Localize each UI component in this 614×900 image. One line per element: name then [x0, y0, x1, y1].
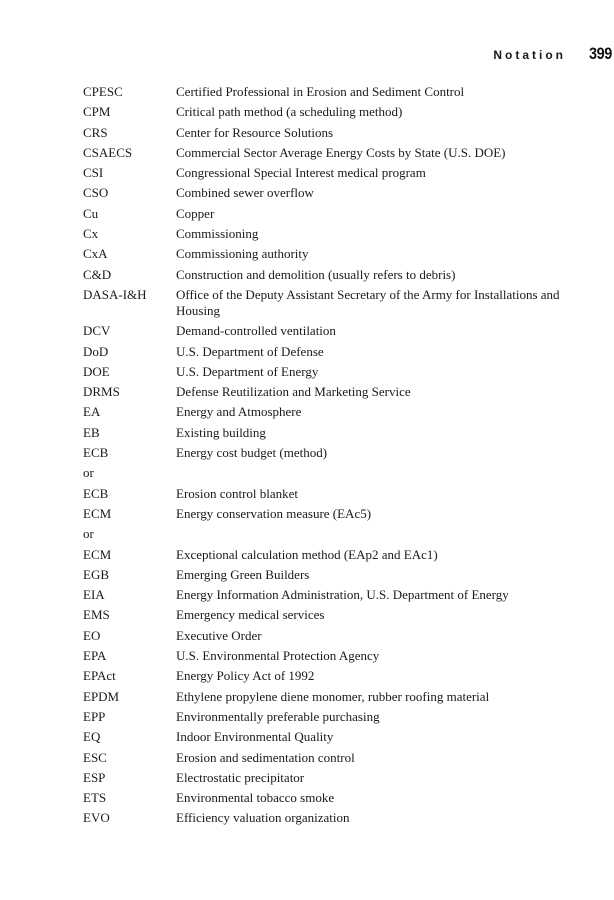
definition: Ethylene propylene diene monomer, rubber roofing material	[176, 688, 490, 704]
notation-entry	[83, 810, 583, 826]
abbreviation: ECM	[83, 546, 112, 562]
definition: Critical path method (a scheduling method)	[176, 104, 403, 120]
notation-entry	[83, 165, 583, 181]
abbreviation: EGB	[83, 566, 109, 582]
abbreviation: CxA	[83, 246, 108, 262]
definition: Emerging Green Builders	[176, 566, 310, 582]
abbreviation: EA	[83, 404, 101, 420]
notation-entry	[83, 587, 583, 603]
abbreviation: CPM	[83, 104, 111, 120]
notation-list	[83, 84, 583, 831]
notation-entry	[83, 246, 583, 262]
notation-entry	[83, 404, 583, 420]
definition: Environmental tobacco smoke	[176, 790, 335, 806]
abbreviation: or	[83, 465, 94, 481]
notation-entry	[83, 729, 583, 745]
abbreviation: ESC	[83, 749, 107, 765]
abbreviation: ETS	[83, 790, 107, 806]
abbreviation: C&D	[83, 266, 112, 282]
notation-entry	[83, 364, 583, 380]
definition: Indoor Environmental Quality	[176, 729, 334, 745]
notation-entry	[83, 125, 583, 141]
definition: Defense Reutilization and Marketing Service	[176, 384, 411, 400]
notation-entry	[83, 185, 583, 201]
definition: U.S. Environmental Protection Agency	[176, 648, 380, 664]
definition	[176, 526, 583, 542]
notation-entry	[83, 267, 583, 283]
abbreviation: DoD	[83, 343, 109, 359]
abbreviation: CSAECS	[83, 144, 133, 160]
abbreviation: EB	[83, 424, 100, 440]
definition: Emergency medical services	[176, 607, 325, 623]
definition: Copper	[176, 205, 215, 221]
notation-entry	[83, 790, 583, 806]
definition: Erosion and sedimentation control	[176, 749, 355, 765]
definition: U.S. Department of Energy	[176, 363, 319, 379]
abbreviation: EIA	[83, 587, 105, 603]
abbreviation: ESP	[83, 769, 106, 785]
abbreviation: DASA-I&H	[83, 286, 147, 302]
definition: Energy and Atmosphere	[176, 404, 302, 420]
section-title: Notation	[493, 48, 566, 62]
definition: Efficiency valuation organization	[176, 810, 350, 826]
definition: Congressional Special Interest medical program	[176, 165, 426, 181]
definition	[176, 465, 583, 481]
definition: Energy Information Administration, U.S. Department of Energy	[176, 587, 509, 603]
notation-entry	[83, 425, 583, 441]
definition: U.S. Department of Defense	[176, 343, 324, 359]
notation-entry	[83, 628, 583, 644]
definition: Environmentally preferable purchasing	[176, 708, 380, 724]
abbreviation: EPA	[83, 648, 107, 664]
abbreviation: DRMS	[83, 384, 120, 400]
notation-entry	[83, 465, 583, 481]
definition: Commissioning authority	[176, 246, 309, 262]
definition: Energy conservation measure (EAc5)	[176, 505, 372, 521]
notation-entry	[83, 648, 583, 664]
notation-entry	[83, 547, 583, 563]
definition: Combined sewer overflow	[176, 185, 314, 201]
abbreviation: EO	[83, 627, 101, 643]
definition: Executive Order	[176, 627, 262, 643]
abbreviation: EVO	[83, 810, 110, 826]
definition: Exceptional calculation method (EAp2 and EAc1)	[176, 546, 438, 562]
notation-entry	[83, 689, 583, 705]
notation-entry	[83, 486, 583, 502]
definition: Energy cost budget (method)	[176, 445, 328, 461]
page-number: 399	[589, 44, 612, 63]
notation-entry	[83, 384, 583, 400]
notation-entry	[83, 226, 583, 242]
definition: Commercial Sector Average Energy Costs by State (U.S. DOE)	[176, 144, 506, 160]
notation-entry	[83, 567, 583, 583]
definition: Certified Professional in Erosion and Sediment Control	[176, 84, 465, 99]
running-head	[0, 44, 614, 68]
abbreviation: CSI	[83, 165, 104, 181]
definition: Existing building	[176, 424, 266, 440]
abbreviation: EPAct	[83, 668, 116, 684]
definition: Electrostatic precipitator	[176, 769, 305, 785]
abbreviation: EPP	[83, 708, 106, 724]
notation-entry	[83, 84, 583, 100]
abbreviation: CRS	[83, 124, 108, 140]
notation-entry	[83, 607, 583, 623]
notation-entry	[83, 668, 583, 684]
notation-entry	[83, 750, 583, 766]
notation-entry	[83, 287, 583, 319]
abbreviation: EMS	[83, 607, 110, 623]
definition: Center for Resource Solutions	[176, 124, 334, 140]
notation-entry	[83, 770, 583, 786]
abbreviation: EPDM	[83, 688, 120, 704]
notation-entry	[83, 323, 583, 339]
notation-entry	[83, 445, 583, 461]
definition: Erosion control blanket	[176, 485, 299, 501]
abbreviation: or	[83, 526, 94, 542]
abbreviation: EQ	[83, 729, 101, 745]
definition: Construction and demolition (usually refers to debris)	[176, 266, 456, 282]
notation-entry	[83, 344, 583, 360]
definition: Office of the Deputy Assistant Secretary of the Army for Installations and Housing	[176, 286, 560, 318]
notation-entry	[83, 506, 583, 522]
definition: Demand-controlled ventilation	[176, 323, 336, 339]
notation-entry	[83, 104, 583, 120]
abbreviation: DCV	[83, 323, 111, 339]
abbreviation: ECB	[83, 485, 109, 501]
definition: Commissioning	[176, 226, 259, 242]
abbreviation: ECM	[83, 505, 112, 521]
abbreviation: Cu	[83, 205, 99, 221]
abbreviation: ECB	[83, 445, 109, 461]
definition: Energy Policy Act of 1992	[176, 668, 315, 684]
notation-entry	[83, 206, 583, 222]
abbreviation: CPESC	[83, 84, 123, 99]
abbreviation: DOE	[83, 363, 110, 379]
notation-entry	[83, 145, 583, 161]
abbreviation: Cx	[83, 226, 99, 242]
notation-entry	[83, 709, 583, 725]
notation-entry	[83, 526, 583, 542]
abbreviation: CSO	[83, 185, 109, 201]
